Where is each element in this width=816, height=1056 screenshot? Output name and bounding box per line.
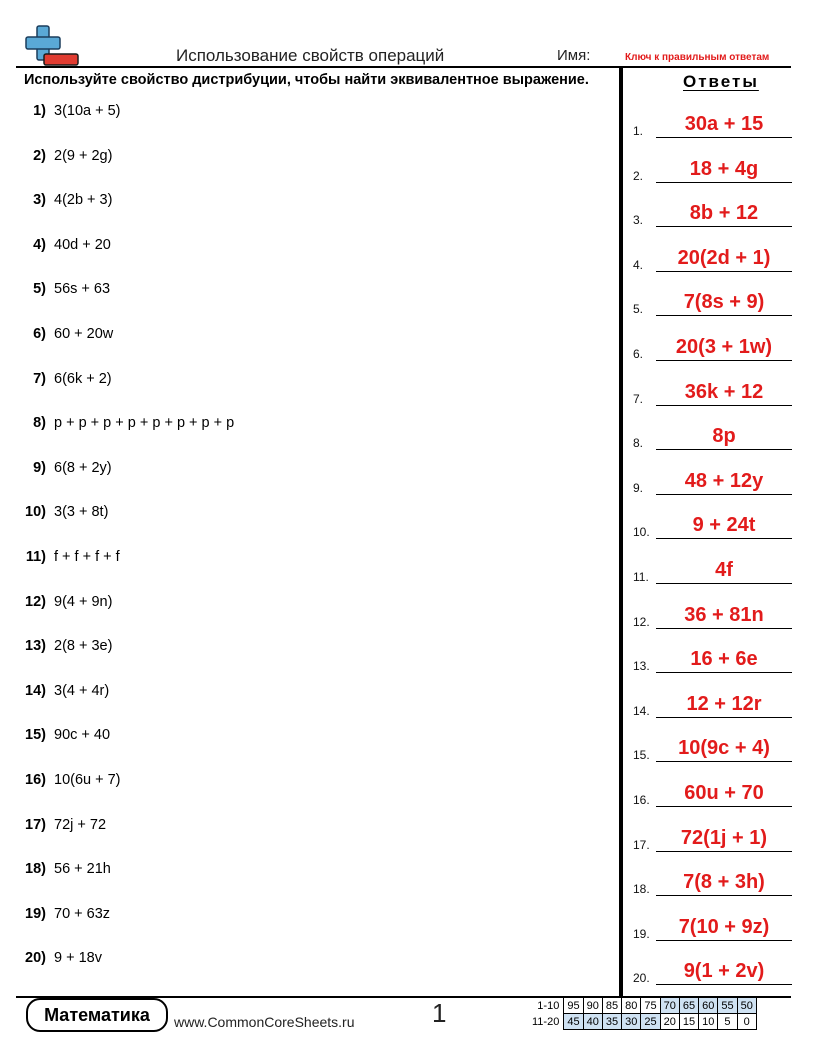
- answer-value: 7(10 + 9z): [678, 915, 770, 938]
- answer-number: 8.: [633, 436, 644, 451]
- question-number: 17): [25, 816, 46, 833]
- answer-line[interactable]: [656, 806, 792, 807]
- answer-value: 36k + 12: [684, 380, 764, 403]
- question-item: [22, 102, 121, 120]
- question-expression: 2(8 + 3e): [54, 638, 113, 655]
- answer-line[interactable]: [656, 182, 792, 183]
- score-table: [529, 997, 757, 1030]
- score-range-label: 11-20: [532, 1015, 560, 1028]
- answer-line[interactable]: [656, 851, 792, 852]
- question-expression: 56s + 63: [54, 281, 111, 298]
- column-divider: [619, 68, 623, 996]
- answer-number: 19.: [633, 926, 650, 941]
- answer-number: 9.: [633, 480, 644, 495]
- score-row: [529, 1014, 756, 1030]
- score-cell: 50: [737, 998, 756, 1014]
- question-item: [22, 905, 110, 923]
- question-number: 1): [33, 103, 46, 119]
- brand-badge: Математика: [26, 998, 168, 1032]
- question-number: 11): [25, 549, 46, 565]
- score-cell: 25: [641, 1014, 660, 1030]
- question-item: [22, 771, 121, 789]
- answer-line[interactable]: [656, 538, 792, 539]
- question-item: [22, 860, 111, 878]
- answer-line[interactable]: [656, 360, 792, 361]
- score-cell: 85: [602, 998, 621, 1014]
- answer-value: 48 + 12y: [684, 469, 764, 492]
- answer-value: 20(2d + 1): [677, 246, 771, 269]
- answer-value: 8b + 12: [689, 202, 759, 225]
- score-cell: 10: [699, 1014, 718, 1030]
- answer-line[interactable]: [656, 984, 792, 985]
- question-number: 13): [25, 638, 46, 655]
- question-item: [22, 949, 102, 967]
- question-expression: 40d + 20: [54, 236, 111, 253]
- answer-value: 7(8 + 3h): [683, 871, 765, 894]
- question-expression: 3(4 + 4r): [54, 682, 110, 699]
- answer-line[interactable]: [656, 583, 792, 584]
- answer-number: 2.: [633, 168, 644, 183]
- answer-line[interactable]: [656, 405, 792, 406]
- answer-value: 36 + 81n: [684, 603, 764, 626]
- question-expression: 6(6k + 2): [54, 370, 112, 387]
- answer-number: 12.: [633, 614, 650, 629]
- question-number: 9): [33, 459, 46, 476]
- score-cell: 45: [564, 1014, 583, 1030]
- answer-number: 13.: [633, 659, 650, 674]
- question-item: [22, 816, 106, 834]
- question-item: [22, 325, 113, 343]
- question-item: [22, 503, 108, 521]
- question-number: 15): [25, 727, 46, 744]
- question-item: [22, 593, 112, 611]
- question-item: [22, 548, 120, 566]
- question-item: [22, 191, 112, 209]
- score-cell: 95: [564, 998, 583, 1014]
- score-cell: 15: [679, 1014, 698, 1030]
- answer-number: 17.: [633, 837, 650, 852]
- answer-number: 4.: [633, 257, 644, 272]
- question-item: [22, 637, 112, 655]
- answer-number: 14.: [633, 703, 650, 718]
- question-item: [22, 370, 112, 388]
- question-number: 20): [25, 950, 46, 967]
- score-range-label: 1-10: [537, 999, 560, 1012]
- question-expression: 72j + 72: [54, 816, 107, 833]
- plus-minus-logo-icon: [22, 24, 80, 68]
- page-number: 1: [432, 998, 447, 1028]
- answer-value: 72(1j + 1): [680, 826, 768, 849]
- question-expression: 3(10a + 5): [54, 103, 121, 119]
- score-cell: 55: [718, 998, 737, 1014]
- question-number: 14): [25, 682, 46, 699]
- score-row: [529, 998, 756, 1014]
- answer-number: 10.: [633, 525, 650, 540]
- question-number: 7): [33, 370, 46, 387]
- question-expression: 10(6u + 7): [54, 772, 121, 788]
- answer-line[interactable]: [656, 315, 792, 316]
- question-expression: 3(3 + 8t): [54, 504, 109, 521]
- score-cell: 80: [622, 998, 641, 1014]
- name-label: Имя:: [557, 47, 591, 64]
- question-expression: 60 + 20w: [54, 326, 114, 342]
- question-number: 8): [33, 415, 46, 432]
- header-divider: [16, 66, 791, 68]
- question-number: 5): [33, 281, 46, 298]
- answer-value: 4f: [715, 559, 733, 581]
- score-cell: 75: [641, 998, 660, 1014]
- question-expression: 2(9 + 2g): [54, 147, 113, 164]
- answer-line[interactable]: [656, 628, 792, 629]
- question-expression: f + f + f + f: [54, 549, 120, 565]
- question-expression: 9 + 18v: [54, 950, 102, 967]
- question-number: 10): [25, 504, 46, 521]
- answer-line[interactable]: [656, 717, 792, 718]
- answer-number: 6.: [633, 347, 644, 361]
- question-number: 2): [33, 147, 46, 164]
- answer-line[interactable]: [656, 672, 792, 673]
- question-number: 19): [25, 905, 46, 922]
- answer-value: 16 + 6e: [690, 648, 758, 671]
- answer-line[interactable]: [656, 761, 792, 762]
- score-cell: 60: [699, 998, 718, 1014]
- question-number: 12): [25, 593, 46, 610]
- answer-line[interactable]: [656, 271, 792, 272]
- score-cell: 70: [660, 998, 679, 1014]
- answer-value: 8p: [712, 425, 736, 448]
- question-expression: 56 + 21h: [54, 861, 111, 878]
- score-cell: 90: [583, 998, 602, 1014]
- answer-value: 7(8s + 9): [683, 291, 765, 314]
- question-item: [22, 414, 234, 432]
- answers-title: Ответы: [683, 72, 759, 91]
- answer-value: 12 + 12r: [686, 692, 762, 715]
- worksheet-title: Использование свойств операций: [176, 46, 445, 65]
- score-cell: 65: [679, 998, 698, 1014]
- question-item: [22, 726, 110, 744]
- score-cell: 35: [602, 1014, 621, 1030]
- question-number: 6): [33, 326, 46, 342]
- answer-line[interactable]: [656, 940, 792, 941]
- question-expression: 90c + 40: [54, 727, 111, 744]
- answer-value: 9 + 24t: [692, 514, 756, 537]
- answer-value: 20(3 + 1w): [675, 336, 773, 358]
- answer-number: 7.: [633, 391, 644, 406]
- answer-number: 5.: [633, 302, 644, 317]
- question-item: [22, 682, 109, 700]
- answer-value: 18 + 4g: [689, 157, 759, 180]
- question-expression: 4(2b + 3): [54, 192, 113, 209]
- question-number: 18): [25, 861, 46, 878]
- answer-line[interactable]: [656, 137, 792, 138]
- score-cell: 5: [718, 1014, 737, 1030]
- question-expression: 6(8 + 2y): [54, 459, 112, 476]
- score-cell: 40: [583, 1014, 602, 1030]
- question-item: [22, 280, 110, 298]
- answer-line[interactable]: [656, 494, 792, 495]
- question-expression: p + p + p + p + p + p + p + p: [54, 415, 235, 432]
- answer-value: 60u + 70: [684, 782, 764, 804]
- question-expression: 70 + 63z: [54, 905, 111, 922]
- site-link[interactable]: www.CommonCoreSheets.ru: [174, 1014, 355, 1030]
- answer-number: 20.: [633, 971, 650, 986]
- answer-line[interactable]: [656, 449, 792, 450]
- question-number: 16): [25, 772, 46, 788]
- answer-value: 10(9c + 4): [678, 737, 770, 760]
- score-cell: 20: [660, 1014, 679, 1030]
- answer-number: 3.: [633, 213, 644, 228]
- answer-line[interactable]: [656, 226, 792, 227]
- question-number: 3): [33, 192, 46, 209]
- answer-value: 9(1 + 2v): [683, 960, 765, 983]
- answer-number: 15.: [633, 748, 650, 763]
- answer-number: 16.: [633, 793, 650, 807]
- score-cell: 30: [622, 1014, 641, 1030]
- answer-value: 30a + 15: [684, 113, 764, 135]
- score-cell: 0: [737, 1014, 756, 1030]
- answer-number: 1.: [633, 124, 644, 138]
- answer-line[interactable]: [656, 895, 792, 896]
- instructions: Используйте свойство дистрибуции, чтобы найти эквивалентное выражение.: [24, 72, 589, 88]
- question-item: [22, 236, 111, 254]
- question-item: [22, 147, 112, 165]
- answer-key-label: Ключ к правильным ответам: [625, 52, 770, 63]
- question-item: [22, 459, 112, 477]
- question-expression: 9(4 + 9n): [54, 593, 113, 610]
- answer-number: 11.: [633, 570, 649, 584]
- question-number: 4): [33, 236, 46, 253]
- answer-number: 18.: [633, 882, 650, 897]
